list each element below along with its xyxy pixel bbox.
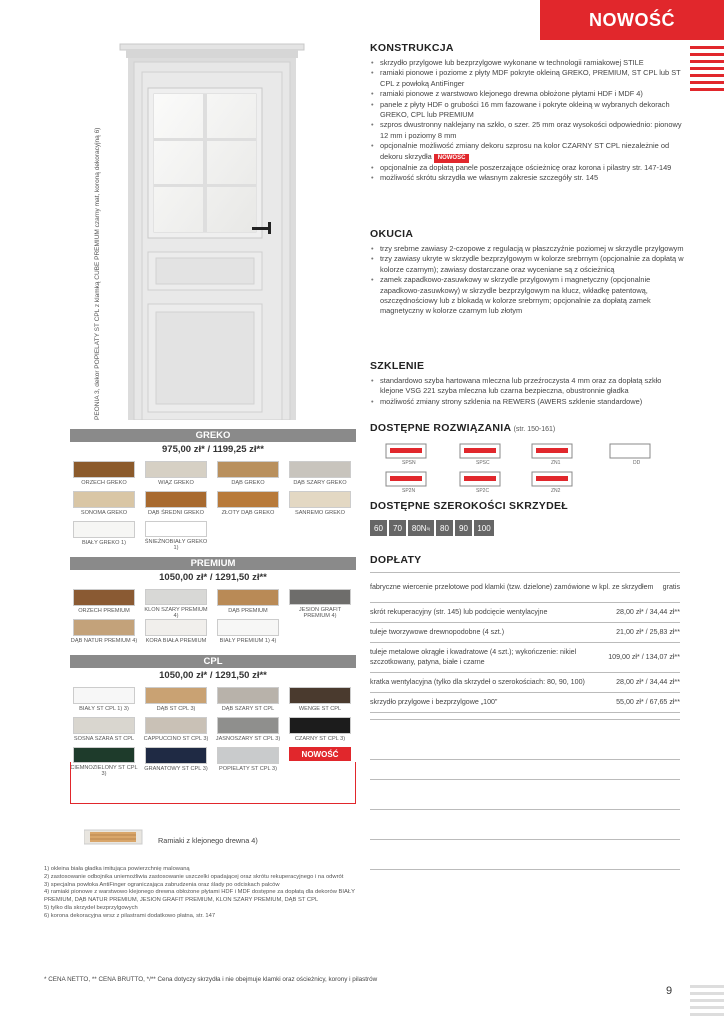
swatch-color xyxy=(145,461,207,478)
swatch-label: DĄB SZARY ST CPL xyxy=(221,706,275,712)
swatch-color xyxy=(73,717,135,734)
swatch xyxy=(142,491,210,521)
swatch-label: ORZECH PREMIUM xyxy=(78,608,130,614)
row-label: tuleje tworzywowe drewnopodobne (4 szt.) xyxy=(370,627,505,636)
swatch xyxy=(70,461,138,491)
swatch xyxy=(214,589,282,619)
swatch-color xyxy=(73,521,135,538)
door-caption: PEONIA 3, dekor POPIELATY ST CPL z klamką CUBE PREMIUM czarny mat, koroną dekoracyjną 6) xyxy=(94,127,101,420)
decor-stripes-top xyxy=(690,46,724,95)
swatch xyxy=(142,717,210,747)
width-option: 100 xyxy=(474,520,494,536)
footnotes xyxy=(44,866,356,921)
swatch-color xyxy=(73,491,135,508)
swatch-label: JASNOSZARY ST CPL 3) xyxy=(215,736,281,742)
okucia-section xyxy=(370,228,685,317)
swatch xyxy=(214,461,282,491)
swatch xyxy=(286,687,354,717)
swatch xyxy=(70,717,138,747)
swatch-label: DĄB GREKO xyxy=(231,480,265,486)
list-item xyxy=(370,141,685,162)
swatch-color xyxy=(217,589,279,606)
swatch-color xyxy=(145,687,207,704)
swatch-label: GRANATOWY ST CPL 3) xyxy=(144,766,208,772)
list-item-text: opcjonalnie możliwość zmiany dekoru szprosu na kolor CZARNY ST CPL niezależnie od dekoru skrzydła xyxy=(380,141,670,161)
swatch-color xyxy=(145,717,207,734)
solution-label: ZN1 xyxy=(551,460,561,466)
table-row xyxy=(370,780,680,810)
header-badge-text: NOWOŚĆ xyxy=(589,9,675,30)
width-option: 80 xyxy=(436,520,453,536)
row-price: 109,00 zł* / 134,07 zł** xyxy=(608,652,680,661)
swatch xyxy=(142,687,210,717)
swatch-label: CZARNY ST CPL 3) xyxy=(294,736,346,742)
list-item: • opcjonalnie za dopłatą panele poszerzające ościeżnicę oraz korona i pilastry str. 147-149 xyxy=(370,163,685,173)
row-label: fabryczne wiercenie przelotowe pod klamki (tzw. dzielone) zamówione w kpl. ze skrzydłem xyxy=(370,582,654,591)
list-item: • szpros dwustronny naklejany na szkło, o szer. 25 mm oraz wysokości odpowiednio: pionowy 12 mm i poziomy 8 mm xyxy=(370,120,685,141)
table-row xyxy=(370,573,680,603)
table-row xyxy=(370,870,680,890)
premium-price: 1050,00 zł* / 1291,50 zł** xyxy=(159,572,267,583)
swatch-label: CAPPUCCINO ST CPL 3) xyxy=(143,736,209,742)
door-illustration xyxy=(118,42,306,420)
swatch-label: DĄB SZARY GREKO xyxy=(293,480,347,486)
szklenie-title: SZKLENIE xyxy=(370,360,425,372)
swatch-color xyxy=(217,687,279,704)
list-item: • panele z płyty HDF o grubości 16 mm fazowane i pokryte okleiną w wybranych dekorach GREKO, CPL lub PREMIUM xyxy=(370,100,685,121)
swatch-label: DĄB ST CPL 3) xyxy=(156,706,196,712)
solution-label: SP2N xyxy=(402,488,416,494)
swatch xyxy=(214,491,282,521)
table-row xyxy=(370,720,680,760)
width-option: 70 xyxy=(389,520,406,536)
footnote: 4) ramiaki pionowe z warstwowo klejonego drewna obłożone płytami HDF i MDF dostępne za dopłatą dla dekorów BIAŁY PREMIUM, DĄB NATUR PREMIUM, JESION GRAFIT PREMIUM, KLON SZARY PREMIUM, DĄB ST CPL xyxy=(44,889,355,904)
footnote: 5) tylko dla skrzydeł bezprzylgowych xyxy=(44,904,138,911)
swatch-label: KLON SZARY PREMIUM 4) xyxy=(144,607,208,619)
swatch-label: SOSNA SZARA ST CPL xyxy=(73,736,135,742)
footnote-ref: 5) xyxy=(426,525,431,531)
row-label: kratka wentylacyjna (tylko dla skrzydeł o szerokościach: 80, 90, 100) xyxy=(370,677,585,686)
width-option-80n xyxy=(408,520,434,536)
szklenie-section xyxy=(370,360,685,407)
swatch xyxy=(70,589,138,619)
konstrukcja-section xyxy=(370,42,685,183)
swatch-label: BIAŁY GREKO 1) xyxy=(81,540,127,546)
solution-label: SPSN xyxy=(402,460,416,466)
footnote: 1) okleina biała gładka imitująca powierzchnię malowaną xyxy=(44,866,190,872)
swatch-label: BIAŁY PREMIUM 1) 4) xyxy=(219,638,277,644)
swatch xyxy=(214,687,282,717)
width-option-label: 80N xyxy=(411,523,427,533)
swatch-label: WENGE ST CPL xyxy=(298,706,342,712)
swatch xyxy=(214,717,282,747)
rozwiazania-ref: (str. 150-161) xyxy=(513,426,556,433)
swatch-color xyxy=(145,491,207,508)
row-price: 55,00 zł* / 67,65 zł** xyxy=(616,697,680,706)
swatch xyxy=(286,717,354,747)
swatch xyxy=(142,461,210,491)
list-item: • skrzydło przylgowe lub bezprzylgowe wykonane w technologii ramiakowej STILE xyxy=(370,58,685,68)
width-option: 90 xyxy=(455,520,472,536)
footnote: 3) specjalna powłoka AntiFinger ograniczająca zabrudzenia oraz ślady po odciskach palców xyxy=(44,881,280,888)
swatch-label: KORA BIAŁA PREMIUM xyxy=(145,638,207,644)
swatch-color xyxy=(289,687,351,704)
swatch-color xyxy=(217,619,279,636)
swatch-label: DĄB PREMIUM xyxy=(228,608,268,614)
swatch-color xyxy=(145,619,207,636)
wood-frame-image xyxy=(84,826,144,848)
decor-stripes-bottom xyxy=(690,985,724,1020)
new-badge: NOWOŚĆ xyxy=(289,747,351,761)
table-row xyxy=(370,760,680,780)
swatch xyxy=(70,687,138,717)
swatch-color xyxy=(145,589,207,605)
new-badge-header xyxy=(540,0,724,40)
width-option: 60 xyxy=(370,520,387,536)
swatch-color xyxy=(73,687,135,704)
premium-swatches xyxy=(70,589,356,649)
table-row xyxy=(370,673,680,693)
door-solutions-diagram xyxy=(370,440,685,496)
list-item: • możliwość skrótu skrzydła we własnym zakresie szczegóły str. 145 xyxy=(370,173,685,183)
swatch-label: SONOMA GREKO xyxy=(80,510,128,516)
cpl-header: CPL xyxy=(70,655,356,668)
swatch xyxy=(286,461,354,491)
solution-label: SPSC xyxy=(476,460,490,466)
szerokosci-section xyxy=(370,500,685,536)
greko-price: 975,00 zł* / 1199,25 zł** xyxy=(162,444,264,455)
new-colors-bracket xyxy=(70,762,356,804)
row-label: skrzydło przylgowe i bezprzylgowe „100” xyxy=(370,697,498,706)
okucia-title: OKUCIA xyxy=(370,228,414,240)
doplaty-table xyxy=(370,572,680,890)
swatch-color xyxy=(73,747,135,763)
greko-header: GREKO xyxy=(70,429,356,442)
solution-label: DD xyxy=(633,460,641,466)
swatch-label: SANREMO GREKO xyxy=(294,510,346,516)
solution-label: SP2C xyxy=(476,488,490,494)
swatch-label: DĄB NATUR PREMIUM 4) xyxy=(70,638,138,644)
vsg-block xyxy=(370,713,680,720)
swatch xyxy=(286,491,354,521)
doplaty-title: DOPŁATY xyxy=(370,554,422,566)
szerokosci-title: DOSTĘPNE SZEROKOŚCI SKRZYDEŁ xyxy=(370,500,569,512)
price-note: * CENA NETTO, ** CENA BRUTTO, */** Cena dotyczy skrzydła i nie obejmuje klamki oraz ościeżnicy, korony i pilastrów xyxy=(44,976,378,983)
swatch-label: POPIELATY ST CPL 3) xyxy=(219,766,277,772)
swatch-color xyxy=(145,521,207,537)
swatch xyxy=(70,619,138,649)
swatch-color xyxy=(73,589,135,606)
list-item: • trzy srebrne zawiasy 2-czopowe z regulacją w płaszczyźnie poziomej w skrzydle przylgowym xyxy=(370,244,685,254)
page-number: 9 xyxy=(666,985,673,997)
list-item: • trzy zawiasy ukryte w skrzydle bezprzylgowym w kolorze srebrnym (opcjonalnie za dopłatą w kolorze czarnym); zawiasy dostarczane oraz wyceniane są z ościeżnicą xyxy=(370,254,685,275)
table-row xyxy=(370,623,680,643)
swatch-label: ŚNIEŻNOBIAŁY GREKO 1) xyxy=(144,539,208,551)
row-label: skrót rekuperacyjny (str. 145) lub podcięcie wentylacyjne xyxy=(370,607,548,616)
rozwiazania-title: DOSTĘPNE ROZWIĄZANIA xyxy=(370,422,512,434)
swatch-color xyxy=(217,717,279,734)
swatch-label: ORZECH GREKO xyxy=(81,480,127,486)
swatch xyxy=(142,521,210,551)
swatch xyxy=(286,589,354,619)
table-row xyxy=(370,643,680,673)
row-label: tuleje metalowe okrągłe i kwadratowe (4 szt.); wykończenie: nikiel szczotkowany, patyna, białe i czarne xyxy=(370,648,577,666)
list-item: • ramiaki pionowe z warstwowo klejonego drewna obłożone płytami HDF i MDF 4) xyxy=(370,89,685,99)
price-tables xyxy=(70,429,356,777)
swatch-color xyxy=(73,461,135,478)
swatch xyxy=(142,619,210,649)
footnote: 6) korona dekoracyjna wrsz z pilastrami dodatkowo płatna, str. 147 xyxy=(44,912,216,919)
width-options xyxy=(370,520,685,536)
premium-header: PREMIUM xyxy=(70,557,356,570)
list-item: • zamek zapadkowo-zasuwkowy w skrzydle przylgowym i magnetyczny (opcjonalnie zapadkowo-zasuwkowy) w skrzydle bezprzylgowym na klucz, wkładkę patentową, oszczędnościowy lub z blokadą w kolorze srebrnym; opcjonalnie za dopłatą zamek magnetyczny w kolorze czarnym lub złotym xyxy=(370,275,685,317)
footnote: 2) zastosowanie odbojnika uniemożliwia zastosowanie uszczelki opadającej oraz skrótu rekuperacyjnego i na odwrót xyxy=(44,873,344,880)
swatch-color xyxy=(289,461,351,478)
greko-swatches xyxy=(70,461,356,551)
swatch-color xyxy=(217,491,279,508)
list-item: • możliwość zmiany strony szklenia na REWERS (AWERS szklenie standardowe) xyxy=(370,397,685,407)
swatch-color xyxy=(217,461,279,478)
table-row xyxy=(370,810,680,840)
table-row xyxy=(370,693,680,713)
table-row xyxy=(370,603,680,623)
doplaty-section xyxy=(370,554,680,890)
ramiaki-label: Ramiaki z klejonego drewna 4) xyxy=(158,836,258,845)
swatch-label: BIAŁY ST CPL 1) 3) xyxy=(79,706,129,712)
swatch xyxy=(214,619,282,649)
swatch-color xyxy=(289,589,351,605)
row-price: 28,00 zł* / 34,44 zł** xyxy=(616,607,680,616)
swatch xyxy=(70,491,138,521)
row-price: 28,00 zł* / 34,44 zł** xyxy=(616,677,680,686)
swatch xyxy=(70,521,138,551)
swatch-label: WIĄZ GREKO xyxy=(158,480,194,486)
swatch-label: ZŁOTY DĄB GREKO xyxy=(221,510,275,516)
solution-label: ZN2 xyxy=(551,488,561,494)
rozwiazania-section xyxy=(370,422,685,498)
swatch-label: DĄB ŚREDNI GREKO xyxy=(148,510,204,516)
list-item: • ramiaki pionowe i poziome z płyty MDF pokryte okleiną GREKO, PREMIUM, ST CPL lub ST CPL z powłoką AntiFinger xyxy=(370,68,685,89)
swatch-color xyxy=(73,619,135,636)
swatch-color xyxy=(289,491,351,508)
row-price: gratis xyxy=(662,582,680,591)
table-row xyxy=(370,840,680,870)
list-item: • standardowo szyba hartowana mleczna lub przeźroczysta 4 mm oraz za dopłatą szkło klejone VSG 221 szyba mleczna lub czarna bezpieczna, obustronnie gładka xyxy=(370,376,685,397)
swatch-label: CIEMNOZIELONY ST CPL 3) xyxy=(70,765,138,777)
cpl-price: 1050,00 zł* / 1291,50 zł** xyxy=(159,670,267,681)
new-badge-inline: NOWOŚĆ xyxy=(434,154,470,163)
konstrukcja-title: KONSTRUKCJA xyxy=(370,42,454,54)
row-price: 21,00 zł* / 25,83 zł** xyxy=(616,627,680,636)
swatch-label: JESION GRAFIT PREMIUM 4) xyxy=(298,607,342,619)
swatch-color xyxy=(289,717,351,734)
swatch xyxy=(142,589,210,619)
